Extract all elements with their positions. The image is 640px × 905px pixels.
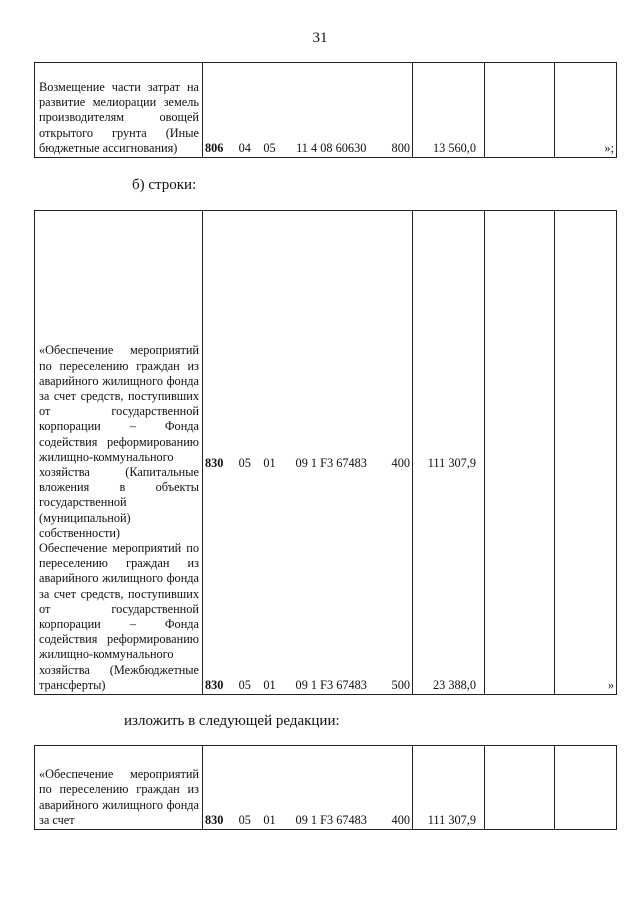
budget-table-old-rows bbox=[34, 210, 617, 695]
table-row bbox=[35, 746, 617, 830]
empty-cell bbox=[485, 63, 555, 158]
code-ved: 830 bbox=[205, 455, 224, 470]
code-vr: 800 bbox=[391, 140, 410, 155]
code-rz: 04 bbox=[238, 140, 251, 155]
table-row bbox=[35, 63, 617, 158]
code-ved: 830 bbox=[205, 677, 224, 692]
row-codes bbox=[203, 746, 413, 830]
code-rz: 05 bbox=[238, 812, 251, 827]
closing-mark: » bbox=[555, 211, 617, 695]
section-label-edit: изложить в следующей редакции: bbox=[124, 713, 340, 729]
code-vr: 400 bbox=[391, 455, 410, 470]
code-rz: 05 bbox=[238, 455, 251, 470]
row-amount: 111 307,9 bbox=[413, 746, 485, 830]
row-codes bbox=[203, 211, 413, 695]
code-pr: 01 bbox=[263, 677, 276, 692]
row-amount bbox=[413, 211, 485, 695]
row-description bbox=[35, 211, 203, 695]
code-vr: 500 bbox=[391, 677, 410, 692]
empty-cell bbox=[555, 746, 617, 830]
row-amount: 13 560,0 bbox=[413, 63, 485, 158]
budget-table-new-rows bbox=[34, 745, 617, 830]
page-number: 31 bbox=[312, 30, 328, 46]
section-label-b: б) строки: bbox=[132, 177, 197, 193]
closing-mark: »; bbox=[555, 63, 617, 158]
amount-2: 23 388,0 bbox=[432, 677, 476, 692]
row-codes bbox=[203, 63, 413, 158]
code-ved: 830 bbox=[205, 812, 224, 827]
code-vr: 400 bbox=[391, 812, 410, 827]
code-csr: 09 1 F3 67483 bbox=[295, 812, 367, 827]
entry-description-2: Обеспечение мероприятий по переселению граждан из аварийного жилищного фонда за счет средств, поступивших от государственной корпорации – Фонда содействия реформированию жилищно-коммунального хозяйства (Межбюджетные трансферты) bbox=[39, 540, 199, 692]
row-description: «Обеспечение мероприятий по переселению граждан из аварийного жилищного фонда за счет bbox=[35, 746, 203, 830]
code-csr: 09 1 F3 67483 bbox=[295, 455, 367, 470]
empty-cell bbox=[485, 211, 555, 695]
code-ved: 806 bbox=[205, 140, 224, 155]
code-rz: 05 bbox=[238, 677, 251, 692]
entry-description-1: «Обеспечение мероприятий по переселению граждан из аварийного жилищного фонда за счет средств, поступивших от государственной корпорации – Фонда содействия реформированию жилищно-коммунального хозяйства (Капитальные вложения в объекты государственной (муниципальной) собственности) bbox=[39, 343, 199, 540]
amount-1: 111 307,9 bbox=[427, 455, 476, 470]
code-pr: 01 bbox=[263, 812, 276, 827]
code-pr: 05 bbox=[263, 140, 276, 155]
empty-cell bbox=[485, 746, 555, 830]
row-description: Возмещение части затрат на развитие мелиорации земель производителям овощей открытого грунта (Иные бюджетные ассигнования) bbox=[35, 63, 203, 158]
code-csr: 09 1 F3 67483 bbox=[295, 677, 367, 692]
code-csr: 11 4 08 60630 bbox=[296, 140, 367, 155]
budget-table-top bbox=[34, 62, 617, 158]
table-row bbox=[35, 211, 617, 695]
code-pr: 01 bbox=[263, 455, 276, 470]
